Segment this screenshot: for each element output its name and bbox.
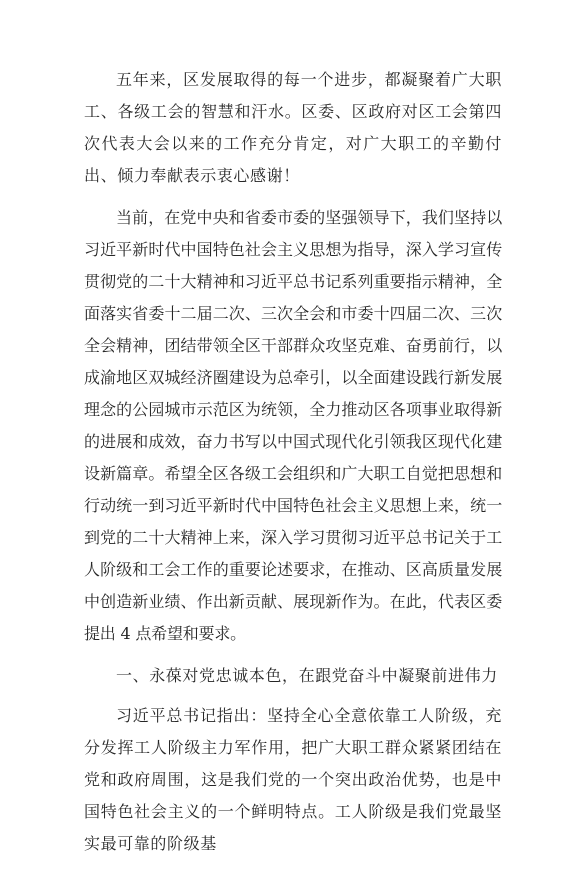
paragraph-requirements: 当前，在党中央和省委市委的坚强领导下，我们坚持以习近平新时代中国特色社会主义思想为指导，深入学习宣传贯彻党的二十大精神和习近平总书记系列重要指示精神，全面落实省委十二届二次、三次全会和市委十四届二次、三次全会精神，团结带领全区干部群众攻坚克难、奋勇前行，以成渝地区双城经济圈建设为总牵引，以全面建设践行新发展理念的公园城市示范区为统领，全力推动区各项事业取得新的进展和成效，奋力书写以中国式现代化引领我区现代化建设新篇章。希望全区各级工会组织和广大职工自觉把思想和行动统一到习近平新时代中国特色社会主义思想上来，统一到党的二十大精神上来，深入学习贯彻习近平总书记关于工人阶级和工会工作的重要论述要求，在推动、区高质量发展中创造新业绩、作出新贡献、展现新作为。在此，代表区委提出 4 点希望和要求。 <box>84 208 502 643</box>
section-heading: 一、永葆对党忠诚本色，在跟党奋斗中凝聚前进伟力 <box>116 666 498 685</box>
paragraph-thanks: 五年来，区发展取得的每一个进步，都凝聚着广大职工、各级工会的智慧和汗水。区委、区政府对区工会第四次代表大会以来的工作充分肯定，对广大职工的辛勤付出、倾力奉献表示衷心感谢！ <box>84 70 502 185</box>
paragraph-quote: 习近平总书记指出：坚持全心全意依靠工人阶级，充分发挥工人阶级主力军作用，把广大职工群众紧紧团结在党和政府周围，这是我们党的一个突出政治优势，也是中国特色社会主义的一个鲜明特点。工人阶级是我们党最坚实最可靠的阶级基 <box>84 706 502 853</box>
document-body <box>84 64 502 870</box>
